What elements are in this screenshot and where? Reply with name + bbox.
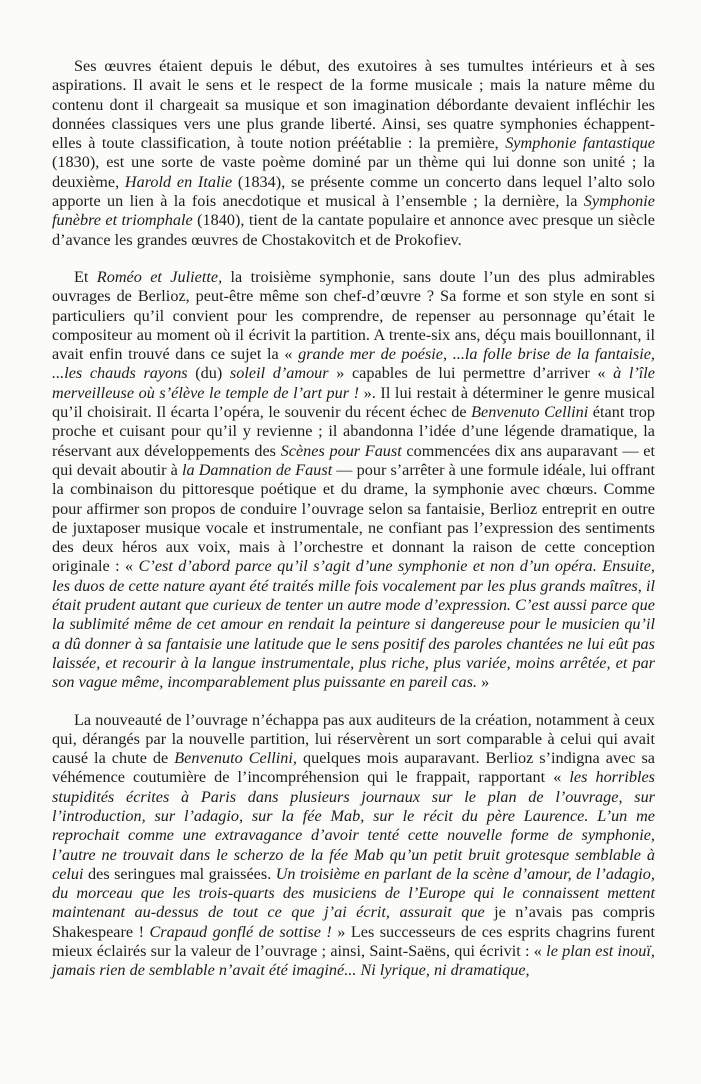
italic-text-run: Symphonie funèbre et triomphale (52, 192, 655, 230)
text-run: » (477, 673, 490, 692)
text-run: Ses œuvres étaient depuis le début, des exutoires à ses tumultes intérieurs et à ses aspirations. Il avait le sens et le respect de la forme musicale ; mais la nature même du contenu dont il chargeait sa musique et son imagination débordante devaient infléchir les données classiques vers une plus grande liberté. Ainsi, ses quatre symphonies échappent-elles à toute classification, à toute notion préétablie : la première, (52, 57, 655, 153)
italic-text-run: Symphonie fantastique (505, 134, 655, 153)
text-run: » capables de lui permettre d’arriver « (328, 364, 614, 383)
italic-text-run: Scènes pour Faust (280, 441, 402, 460)
paragraph-romeo-et-juliette (52, 268, 655, 693)
paragraph-reception (52, 711, 655, 981)
text-run: Et (74, 267, 97, 286)
text-run: ». Il lui restait à déterminer le genre musical qu’il choisirait. Il écarta l’opéra, le souvenir du récent échec de (52, 383, 655, 422)
italic-text-run: soleil d’amour (229, 364, 329, 383)
italic-text-run: Un troisième en parlant de la scène d’amour, de l’adagio, du morceau que les trois-quarts des musiciens de l’Europe qui le connaissent mettent maintenant au-dessus de tout ce que j’ai écrit, assurait que (52, 864, 655, 922)
body-text (52, 57, 655, 981)
paragraph-symphonies-overview (52, 57, 655, 250)
text-run: je n’avais pas compris Shakespeare ! (52, 903, 655, 941)
italic-text-run: la Damnation de Faust (181, 460, 333, 479)
text-run: — pour s’arrêter à une formule idéale, lui offrant la combinaison du pittoresque poétique et du drame, la symphonie avec chœurs. Comme pour affirmer son propos de conduire l’ouvrage selon sa fantaisie, Berlioz entreprit en outre de juxtaposer musique vocale et instrumentale, ne confiant pas l’expression des sentiments des deux héros aux voix, mais à l’orchestre et donnant la raison de cette conception originale : « (52, 460, 655, 576)
italic-text-run: Harold en Italie (124, 172, 233, 191)
italic-text-run: Crapaud gonflé de sottise ! (149, 922, 332, 941)
italic-text-run: le plan est inouï, jamais rien de semblable n’avait été imaginé... Ni lyrique, ni dramatique, (52, 942, 655, 980)
text-run: La nouveauté de l’ouvrage n’échappa pas aux auditeurs de la création, notamment à ceux qui, dérangés par la nouvelle partition, lui réservèrent un sort comparable à celui qui avait causé la chute de (52, 710, 655, 768)
italic-text-run: C’est d’abord parce qu’il s’agit d’une symphonie et non d’un opéra. Ensuite, les duos de cette nature ayant été traités mille fois vocalement par les plus grands maîtres, il était prudent autant que curieux de tenter un autre mode d’expression. C’est aussi parce que la sublimité même de cet amour en rendait la peinture si dangereuse pour le musicien qu’il a dû donner à sa fantaisie une latitude que le sens positif des paroles chantées ne lui eût pas laissée, et recourir à la langue instrumentale, plus riche, plus variée, moins arrêtée, et par son vague même, incomparablement plus puissante en pareil cas. (52, 557, 655, 692)
italic-text-run: Benvenuto Cellini (471, 403, 589, 422)
text-run: commencées dix ans auparavant — et qui devait aboutir à (52, 441, 655, 479)
text-run: quelques mois auparavant. Berlioz s’indigna avec sa véhémence coutumière de l’incompréhension qui le frappait, rapportant « (52, 749, 655, 787)
italic-text-run: grande mer de poésie, ...la folle brise de la fantaisie, ...les chauds rayons (52, 345, 655, 383)
text-run: (1834), se présente comme un concerto dans lequel l’alto solo apporte un lien à la fois anecdotique et musical à l’ensemble ; la dernière, la (52, 172, 655, 211)
italic-text-run: à l’île merveilleuse où s’élève le temple de l’art pur ! (52, 364, 656, 402)
text-run: (1830), est une sorte de vaste poème dominé par un thème qui lui donne son unité ; la deuxième, (52, 153, 655, 191)
text-run: la troisième symphonie, sans doute l’un des plus admirables ouvrages de Berlioz, peut-être même son chef-d’œuvre ? Sa forme et son style en sont si particuliers qu’il convient pour les comprendre, de repenser au personnage qu’était le compositeur au moment où il écrivit la partition. A trente-six ans, déçu mais bouillonnant, il avait enfin trouvé dans ce sujet la « (52, 267, 655, 364)
italic-text-run: Benvenuto Cellini, (174, 749, 297, 768)
text-run: (1840), tient de la cantate populaire et annonce avec presque un siècle d’avance les grandes œuvres de Chostakovitch et de Prokofiev. (52, 211, 655, 249)
text-run: des seringues mal graissées. (83, 864, 276, 883)
italic-text-run: Roméo et Juliette, (96, 267, 223, 286)
text-run: étant trop proche et cuisant pour qu’il y revienne ; il abandonna l’idée d’une légende dramatique, la réservant aux développements des (52, 403, 655, 460)
italic-text-run: les horribles stupidités écrites à Paris dans plusieurs journaux sur le plan de l’ouvrage, sur l’introduction, sur l’adagio, sur la fée Mab, sur le récit du père Laurence. L’un me reprochait comme une extravagance d’avoir tenté cette nouvelle forme de symphonie, l’autre ne trouvait dans le scherzo de la fée Mab qu’un petit bruit grotesque semblable à celui (52, 768, 655, 883)
text-run: » Les successeurs de ces esprits chagrins furent mieux éclairés sur la valeur de l’ouvrage ; ainsi, Saint-Saëns, qui écrivit : « (52, 922, 655, 961)
text-run: (du) (187, 364, 230, 383)
